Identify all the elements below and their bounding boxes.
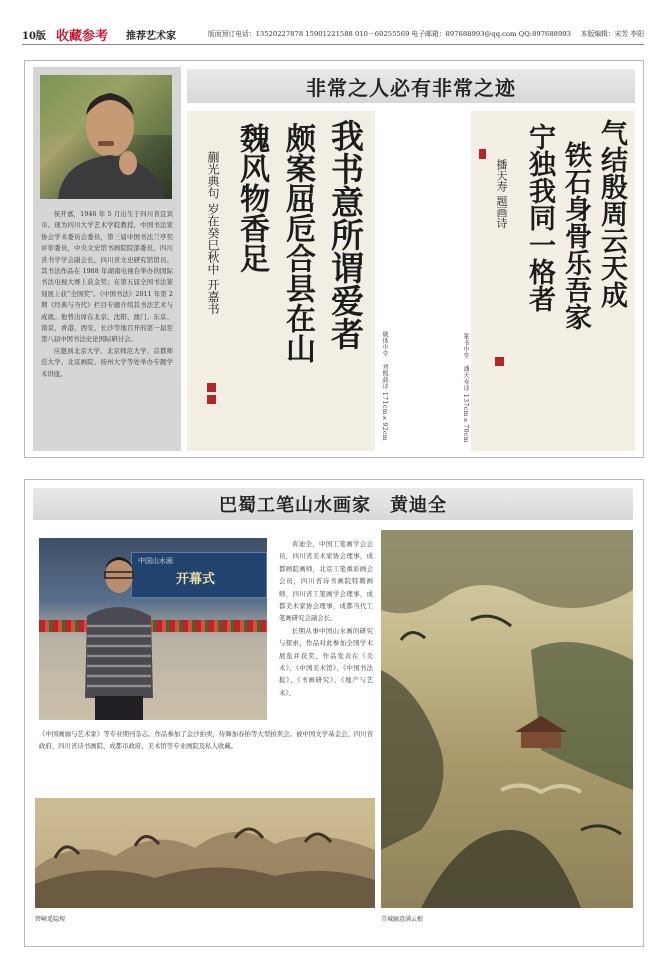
page-number: 10版 <box>22 31 46 42</box>
calligraphy-line: 宁独我同一格者 <box>524 123 555 312</box>
article-hou-kaijia <box>24 60 644 458</box>
seal-stamp <box>479 149 486 159</box>
article-title <box>33 488 633 520</box>
painting-1-art <box>35 798 375 908</box>
banner-sign: 中国山水画 <box>138 557 173 565</box>
painting-2-caption: 青城幽意满云根 <box>381 916 424 923</box>
painting-1 <box>35 798 375 908</box>
calligraphy-line: 魏风物香足 <box>234 123 269 273</box>
article-title-text: 巴蜀工笔山水画家 黄迪全 <box>219 495 447 516</box>
bio-text <box>279 538 373 699</box>
painting-2 <box>381 530 633 908</box>
editors: 本版编辑：宋芳 李阳 <box>580 30 644 38</box>
bio-text-tail <box>39 728 373 753</box>
bio-paragraph: 长期从事中国山水画的研究与探索，作品对此参加全国学术展览并获奖，作品发表在《美术》、《中国美术馆》、《中国书法报》、《书画研究》、《地产与艺术》、 <box>279 626 373 697</box>
artist-photo <box>39 538 267 720</box>
seal-stamp <box>495 357 504 366</box>
calligraphy-work-1 <box>187 111 375 451</box>
section-title: 收藏参考 <box>56 29 109 44</box>
seal-stamp <box>207 395 216 404</box>
person-figure <box>39 538 267 720</box>
article-title <box>187 69 635 103</box>
banner-text: 开幕式 <box>176 572 216 587</box>
bio-paragraph: 黄迪全，中国工笔画学会会员，四川省美术家协会理事，成都画院画师，北京工笔重彩画会会员，四川省诗书画院特聘画师，四川省工笔画学会理事，成都美术家协会理事，成都当代工笔画研究会副会长。 <box>279 540 373 623</box>
bio-column <box>33 67 181 451</box>
bio-text <box>41 209 173 380</box>
article-title-text: 非常之人必有非常之迹 <box>306 75 516 100</box>
calligraphy-inscription: 播天寿 题画诗 <box>495 159 508 229</box>
article-huang-diquan <box>24 479 644 947</box>
calligraphy-line: 我书意所谓爱者 <box>326 119 365 350</box>
bio-paragraph: 应邀到北京大学、北京师范大学、首都师范大学、北京画院、扬州大学等处举办专题学术讲座。 <box>41 346 173 378</box>
bio-paragraph: 侯开嘉，1946 年 5 月出生于四川省宜宾市。现为四川大学艺术学院教授，中国书法家协会学术委员会委员，第三届中国书法兰亭奖评审委员，中央文史馆书画院院部委员，四川省书学学会副会长，四川省文史研究馆馆员。其书法作品在 1988 年湖南电视台举办的国际书法电视大赛上获金奖；在第五届全国书法篆刻展上获“全国奖”。《中国书法》2011 年第 2 期《经典与当代》栏目专题介绍其书法艺术与成就。他曾出席在北京、沈阳、澳门、东京、南京、香港、西安、长沙等地召开的第一届至第八届中国书法史论国际研讨会。 <box>41 210 173 344</box>
work2-caption: 篆书中堂 潘天寿诗 137cm×70cm <box>462 333 469 444</box>
seal-stamp <box>207 383 216 392</box>
calligraphy-inscription: 蒯光典句 岁在癸巳秋中 开嘉书 <box>206 151 220 315</box>
calligraphy-line: 铁石身骨乐吾家 <box>560 141 591 330</box>
portrait-figure <box>40 75 172 199</box>
work1-caption: 破体中堂 刘熙载诗 171cm×92cm <box>381 331 388 442</box>
painting-2-art <box>381 530 633 908</box>
page-header <box>22 24 644 45</box>
artist-portrait <box>40 75 172 199</box>
painting-1-caption: 碧嶂遥隐现 <box>35 916 66 923</box>
calligraphy-line: 气结殷周云天成 <box>596 119 627 308</box>
bio-paragraph: 《中国画廊与艺术家》等专业期刊杂志。作品参加了金沙拍卖，侍舞加春拍等大型拍卖会。被中国文学基金会、四川省政府、四川省诗书画院、成都市政府、美术馆等专业画院及私人收藏。 <box>39 730 373 751</box>
calligraphy-work-2 <box>471 111 635 451</box>
column-title: 推荐艺术家 <box>126 31 176 42</box>
calligraphy-line: 颇案屈卮合县在山 <box>280 123 315 363</box>
contact-info: 版面预订电话：13520227878 15901221588 010－60255569 电子邮箱：89768899​3@qq.com QQ:897688993 <box>208 30 571 38</box>
